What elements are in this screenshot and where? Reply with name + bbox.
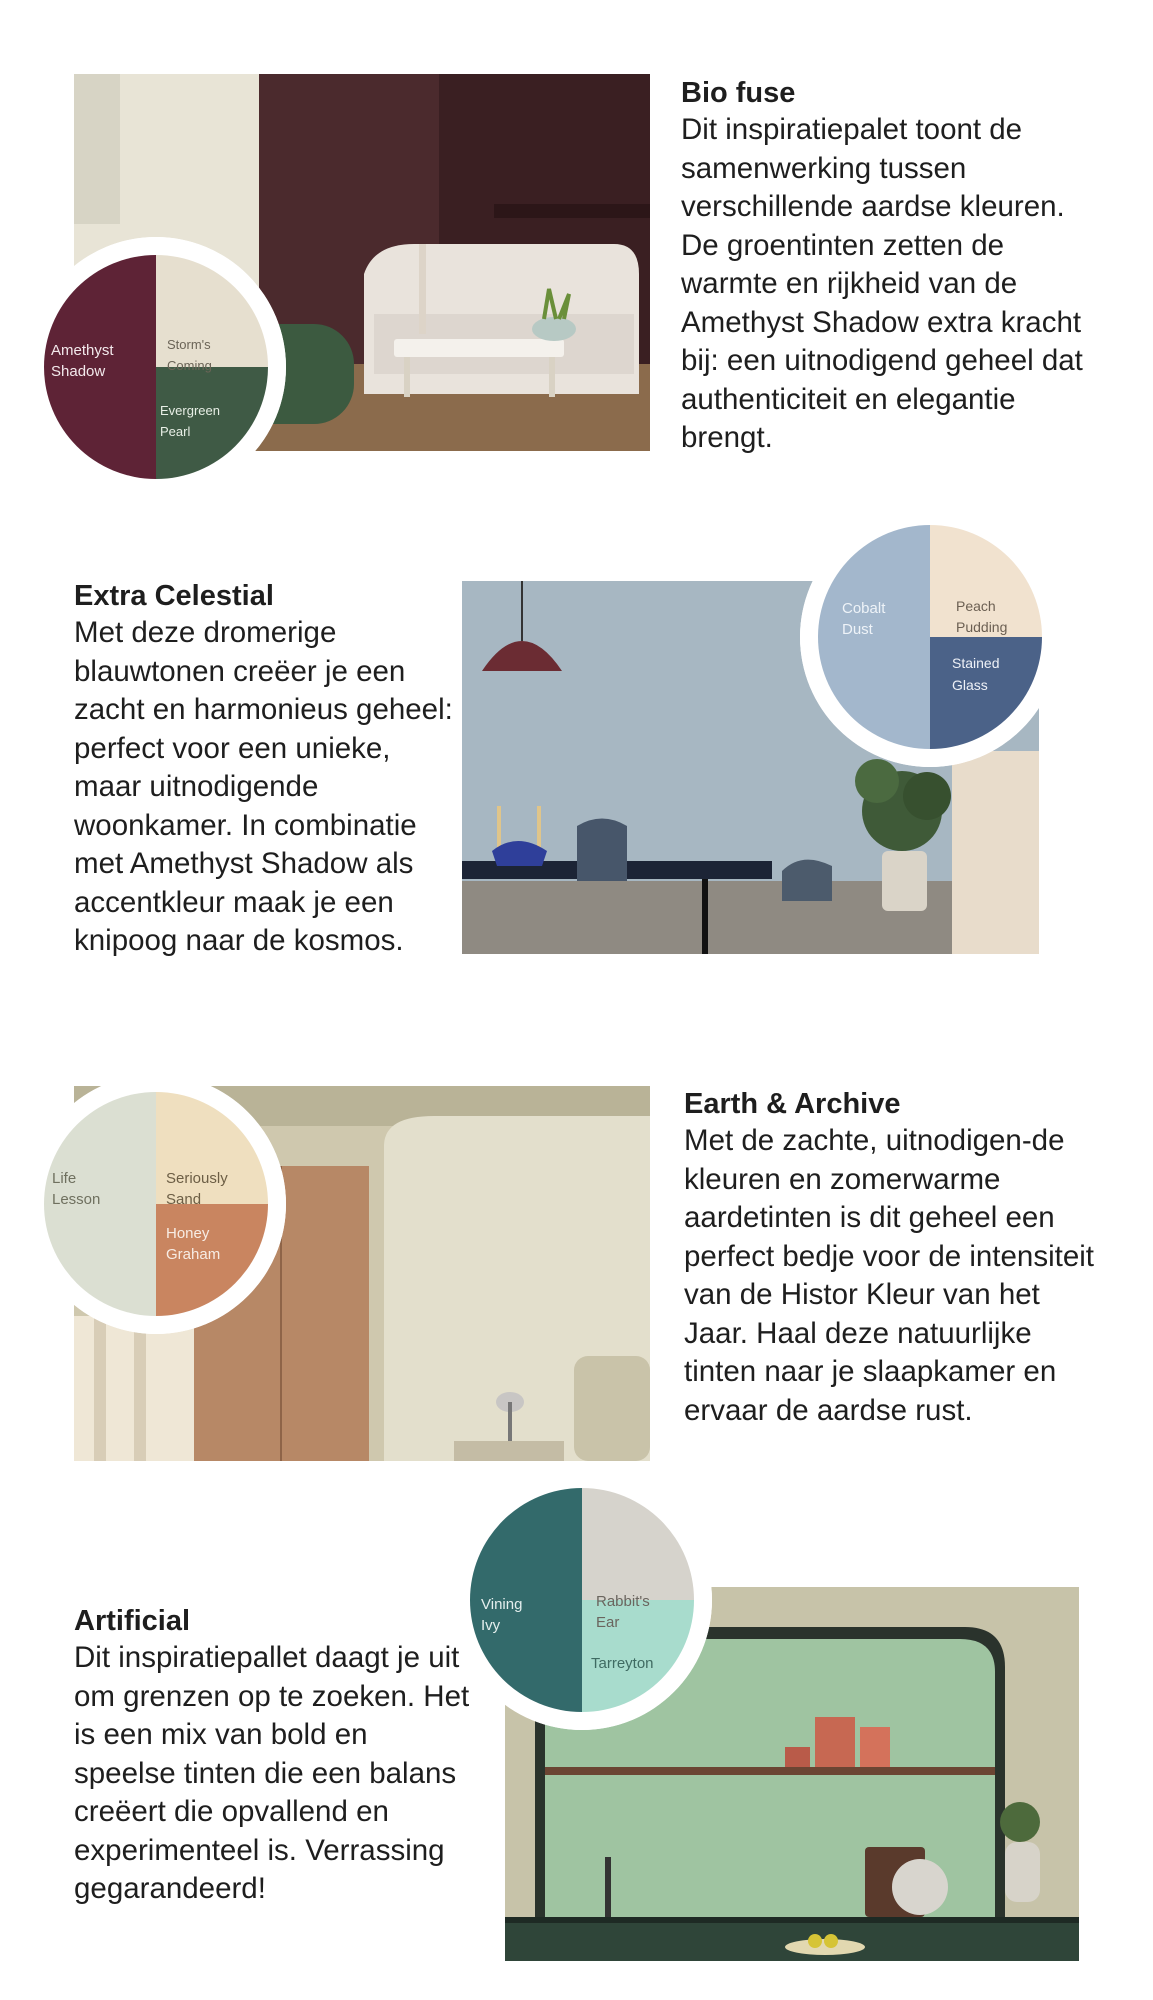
section-title: Bio fuse (681, 77, 796, 109)
swatch-label: Storm's (167, 337, 211, 352)
swatch-label: Tarreyton (591, 1655, 654, 1672)
palette-wheel-artificial (452, 1470, 712, 1730)
palette-wheel-earth-archive (26, 1074, 286, 1334)
palette-wheel-extra-celestial (800, 507, 1060, 767)
swatch-label: Coming (167, 358, 212, 373)
section-bio-fuse (681, 75, 1106, 458)
section-title: Extra Celestial (74, 580, 274, 612)
swatch-label: Rabbit's (596, 1593, 650, 1610)
swatch-label: Honey (166, 1225, 210, 1242)
swatch-label: Graham (166, 1246, 221, 1263)
swatch-evergreen-pearl (156, 367, 268, 479)
swatch-label: Vining (481, 1596, 523, 1613)
swatch-label: Ivy (481, 1617, 501, 1634)
swatch-label: Evergreen (160, 403, 220, 418)
swatch-label: Dust (842, 621, 873, 638)
swatch-label: Peach (956, 598, 996, 614)
swatch-label: Lesson (52, 1191, 101, 1208)
swatch-label: Pudding (956, 619, 1008, 635)
swatch-seriously-sand (156, 1092, 268, 1204)
section-title: Artificial (74, 1605, 191, 1637)
swatch-label: Glass (952, 677, 988, 693)
section-body: Dit inspiratiepallet daagt je uit om grenzen op te zoeken. Het is een mix van bold en speelse tinten die een balans creëert die opvallend en experimenteel is. Verrassing gegarandeerd! (74, 1641, 470, 1905)
swatch-label: Cobalt (842, 600, 886, 617)
section-extra-celestial (74, 578, 454, 961)
section-body: Met deze dromerige blauwtonen creëer je een zacht en harmonieus geheel: perfect voor een unieke, maar uitnodigende woonkamer. In combinatie met Amethyst Shadow als accentkleur maak je een knipoog naar de kosmos. (74, 616, 453, 957)
swatch-label: Shadow (51, 363, 106, 380)
palette-wheel-bio-fuse (26, 237, 286, 497)
swatch-label: Amethyst (51, 342, 114, 359)
section-body: Met de zachte, uitnodigen-de kleuren en zomerwarme aardetinten is dit geheel een perfect bedje voor de intensiteit van de Histor Kleur van het Jaar. Haal deze natuurlijke tinten naar je slaapkamer en ervaar de aardse rust. (684, 1124, 1094, 1427)
section-body: Dit inspiratiepalet toont de samenwerking tussen verschillende aardse kleuren. De groentinten zetten de warmte en rijkheid van de Amethyst Shadow extra kracht bij: een uitnodigend geheel dat authenticiteit en elegantie brengt. (681, 113, 1083, 454)
section-artificial (74, 1603, 474, 1909)
swatch-label: Seriously (166, 1170, 228, 1187)
swatch-label: Life (52, 1170, 77, 1187)
section-title: Earth & Archive (684, 1088, 901, 1120)
swatch-label: Ear (596, 1614, 620, 1631)
swatch-label: Stained (952, 655, 1000, 671)
swatch-label: Sand (166, 1191, 202, 1208)
swatch-rabbits-ear (582, 1488, 694, 1600)
section-earth-archive (684, 1086, 1104, 1430)
swatch-label: Pearl (160, 424, 191, 439)
swatch-stained-glass (930, 637, 1042, 749)
